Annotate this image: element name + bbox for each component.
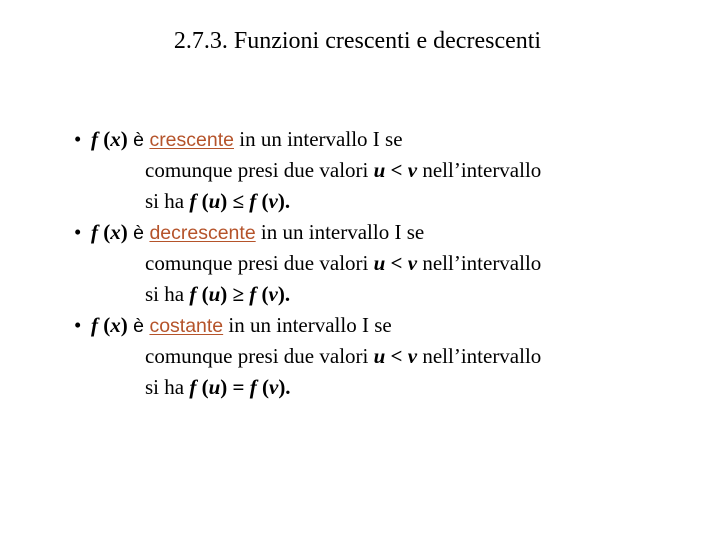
paren-close: ). — [277, 282, 291, 306]
less-than: < — [385, 251, 408, 275]
function-symbol: f — [91, 313, 98, 337]
function-symbol: f — [249, 189, 257, 213]
paren-open: ( — [196, 375, 209, 399]
variable-x: x — [110, 313, 121, 337]
result-line — [74, 372, 694, 403]
result-text: si ha — [145, 189, 190, 213]
interval-text: in un intervallo I se — [255, 220, 425, 244]
function-symbol: f — [91, 220, 98, 244]
condition-line — [74, 341, 694, 372]
variable-x: x — [110, 220, 121, 244]
definition-line — [74, 310, 694, 341]
definition-line — [74, 217, 694, 248]
variable-v: v — [407, 251, 418, 275]
function-symbol: f — [249, 282, 257, 306]
verb-e: è — [127, 315, 150, 337]
variable-u: u — [373, 158, 386, 182]
interval-ref: nell’intervallo — [417, 158, 542, 182]
function-symbol: f — [189, 375, 197, 399]
less-than: < — [385, 158, 408, 182]
paren-open: ( — [256, 282, 269, 306]
paren-close: ) — [120, 313, 128, 337]
paren-open: ( — [196, 282, 209, 306]
variable-x: x — [110, 127, 121, 151]
paren-open: ( — [256, 375, 269, 399]
variable-v: v — [268, 282, 278, 306]
condition-text: comunque presi due valori — [145, 344, 374, 368]
paren-close: ) — [220, 189, 228, 213]
variable-v: v — [407, 344, 418, 368]
result-text: si ha — [145, 282, 190, 306]
bullet-item-decrescente — [74, 217, 694, 310]
condition-line — [74, 248, 694, 279]
interval-text: in un intervallo I se — [233, 127, 403, 151]
slide-title: 2.7.3. Funzioni crescenti e decrescenti — [173, 28, 542, 54]
bullet-dot: • — [74, 313, 82, 337]
paren-open: ( — [98, 313, 111, 337]
paren-open: ( — [256, 189, 269, 213]
result-line — [74, 186, 694, 217]
interval-ref: nell’intervallo — [417, 344, 542, 368]
variable-v: v — [268, 375, 279, 399]
paren-close: ) — [120, 220, 128, 244]
function-symbol: f — [249, 375, 257, 399]
term-link[interactable]: crescente — [149, 129, 234, 151]
interval-ref: nell’intervallo — [417, 251, 542, 275]
paren-open: ( — [98, 220, 111, 244]
relation-symbol: ≤ — [227, 189, 250, 213]
relation-symbol: ≥ — [227, 282, 250, 306]
definition-line — [74, 124, 694, 155]
function-symbol: f — [91, 127, 98, 151]
interval-text: in un intervallo I se — [223, 313, 392, 337]
paren-close: ). — [277, 189, 291, 213]
verb-e: è — [127, 222, 150, 244]
bullet-dot: • — [74, 127, 82, 151]
bullet-item-crescente — [74, 124, 694, 217]
paren-close: ). — [278, 375, 291, 399]
variable-u: u — [208, 189, 221, 213]
function-symbol: f — [189, 282, 197, 306]
condition-text: comunque presi due valori — [145, 158, 374, 182]
less-than: < — [385, 344, 408, 368]
function-symbol: f — [189, 189, 197, 213]
variable-v: v — [268, 189, 278, 213]
paren-close: ) — [120, 127, 128, 151]
condition-text: comunque presi due valori — [145, 251, 374, 275]
paren-open: ( — [98, 127, 111, 151]
term-link[interactable]: costante — [149, 315, 224, 337]
variable-v: v — [407, 158, 418, 182]
paren-close: ) — [220, 375, 228, 399]
bullet-item-costante — [74, 310, 694, 403]
variable-u: u — [373, 251, 386, 275]
variable-u: u — [208, 375, 221, 399]
verb-e: è — [127, 129, 150, 151]
term-link[interactable]: decrescente — [149, 222, 256, 244]
variable-u: u — [373, 344, 386, 368]
condition-line — [74, 155, 694, 186]
result-line — [74, 279, 694, 310]
bullet-list — [74, 124, 694, 403]
variable-u: u — [208, 282, 221, 306]
paren-open: ( — [196, 189, 209, 213]
relation-symbol: = — [227, 375, 250, 399]
result-text: si ha — [145, 375, 190, 399]
paren-close: ) — [220, 282, 228, 306]
bullet-dot: • — [74, 220, 82, 244]
